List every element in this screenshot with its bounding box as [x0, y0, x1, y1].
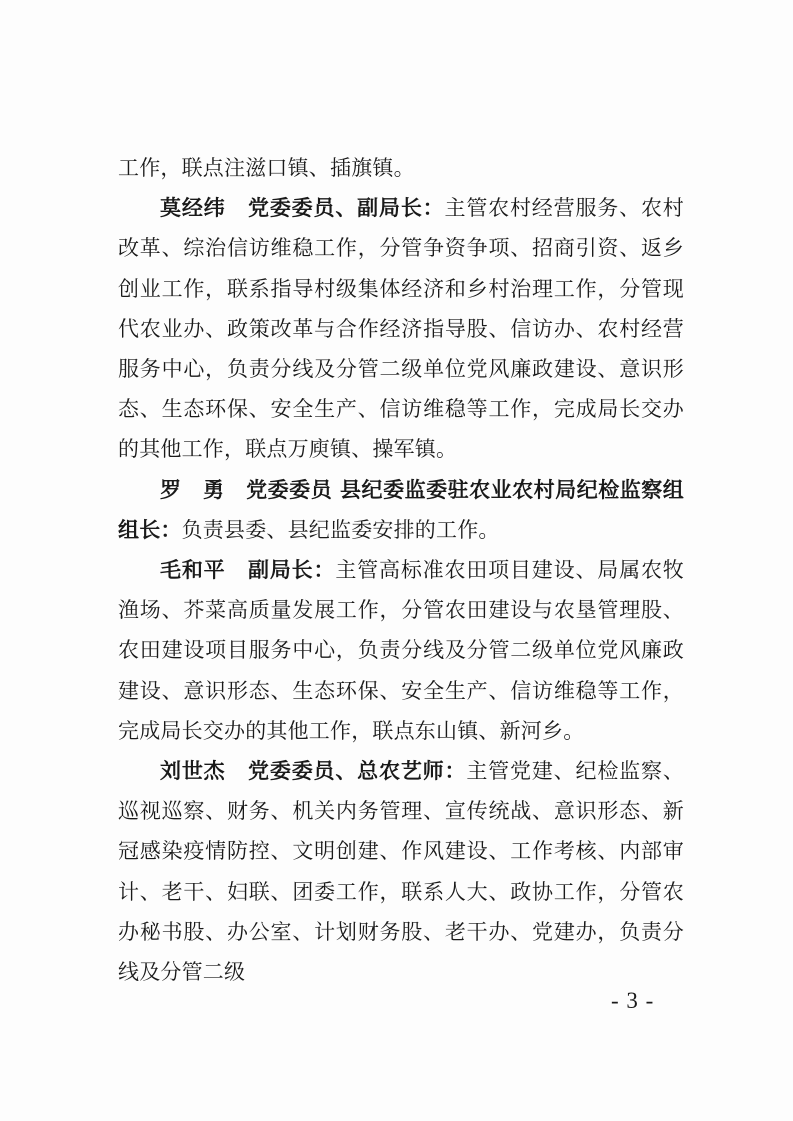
- entry-paragraph-mao-heping: [118, 550, 684, 751]
- continuation-text: 工作，联点注滋口镇、插旗镇。: [118, 156, 415, 180]
- official-name: 刘世杰: [160, 758, 226, 784]
- duty-text: 主管党建、纪检监察、巡视巡察、财务、机关内务管理、宣传统战、意识形态、新冠感染疫情防控、文明创建、作风建设、工作考核、内部审计、老干、妇联、团委工作，联系人大、政协工作，分管农办秘书股、办公室、计划财务股、老干办、党建办，负责分线及分管二级: [118, 759, 685, 985]
- duty-text: 负责县委、县纪监委安排的工作。: [181, 517, 500, 542]
- official-title: 党委委员、副局长：: [248, 195, 445, 221]
- entry-paragraph-luo-yong: [118, 470, 684, 550]
- continuation-paragraph: [118, 148, 684, 188]
- official-name: 罗 勇: [160, 476, 225, 502]
- official-title: 党委委员 县纪委监委驻农业农村局纪检监察组组长：: [118, 476, 684, 542]
- entry-paragraph-mo-jingwei: [118, 188, 684, 469]
- official-name: 莫经纬: [160, 195, 226, 221]
- duty-text: 主管农村经营服务、农村改革、综治信访维稳工作，分管争资争项、招商引资、返乡创业工作，联系指导村级集体经济和乡村治理工作，分管现代农业办、政策改革与合作经济指导股、信访办、农村经营服务中心，负责分线及分管二级单位党风廉政建设、意识形态、生态环保、安全生产、信访维稳等工作，完成局长交办的其他工作，联点万庾镇、操军镇。: [118, 196, 684, 462]
- entry-paragraph-liu-shijie: [118, 751, 684, 992]
- duty-text: 主管高标准农田项目建设、局属农牧渔场、芥菜高质量发展工作，分管农田建设与农垦管理股、农田建设项目服务中心，负责分线及分管二级单位党风廉政建设、意识形态、生态环保、安全生产、信访维稳等工作，完成局长交办的其他工作，联点东山镇、新河乡。: [118, 558, 684, 743]
- page-number: - 3 -: [611, 988, 655, 1013]
- official-title: 党委委员、总农艺师：: [248, 758, 467, 784]
- official-title: 副局长：: [248, 557, 336, 583]
- document-body: [118, 148, 684, 992]
- official-name: 毛和平: [160, 557, 226, 583]
